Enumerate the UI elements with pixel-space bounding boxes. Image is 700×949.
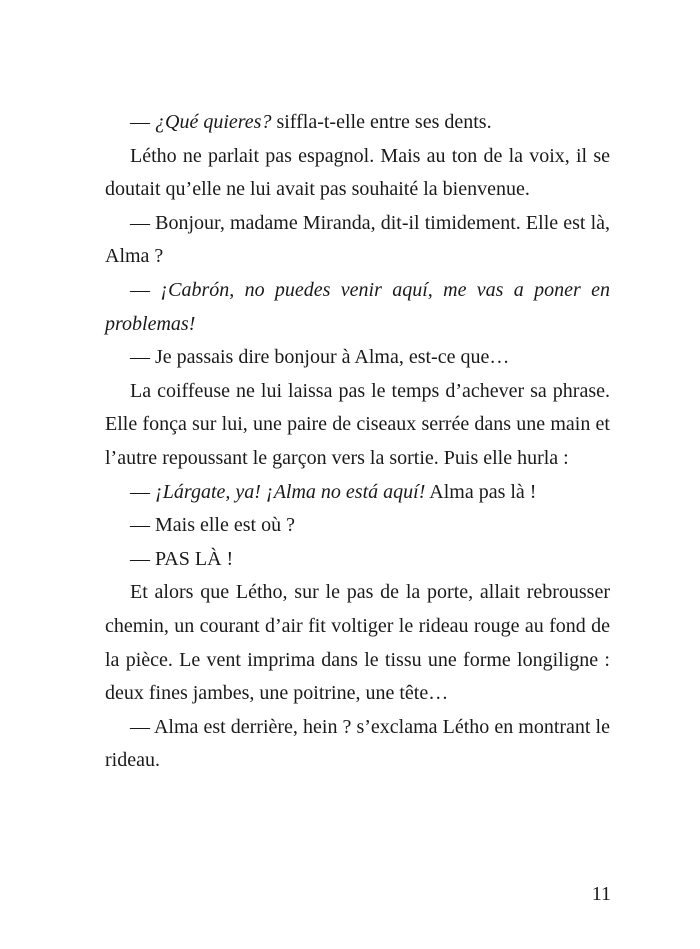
paragraph-10 xyxy=(105,576,610,710)
body-text xyxy=(105,106,610,778)
paragraph-4 xyxy=(105,274,610,341)
text-segment: siffla-t-elle entre ses dents. xyxy=(271,111,492,133)
text-segment: — xyxy=(130,480,155,503)
paragraph-1 xyxy=(105,106,610,140)
page-number: 11 xyxy=(591,883,611,905)
text-segment: — Alma est derrière, hein ? s’exclama Létho en montrant le rideau. xyxy=(105,715,610,772)
paragraph-6 xyxy=(105,375,610,476)
text-segment: — Bonjour, madame Miranda, dit-il timidement. Elle est là, Alma ? xyxy=(105,211,610,268)
text-segment: La coiffeuse ne lui laissa pas le temps d’achever sa phrase. Elle fonça sur lui, une paire de ciseaux serrée dans une main et l’autre repoussant le garçon vers la sortie. Puis elle hurla : xyxy=(105,379,610,469)
text-segment: — Mais elle est où ? xyxy=(130,514,295,537)
paragraph-8 xyxy=(105,509,610,543)
italic-segment: ¡Lárgate, ya! ¡Alma no está aquí! xyxy=(155,480,426,503)
paragraph-5 xyxy=(105,341,610,375)
text-segment: Létho ne parlait pas espagnol. Mais au ton de la voix, il se doutait qu’elle ne lui avait pas souhaité la bienvenue. xyxy=(105,144,610,201)
text-segment: — xyxy=(130,278,161,301)
paragraph-3 xyxy=(105,207,610,274)
italic-segment: ¡Cabrón, no puedes venir aquí, me vas a poner en problemas! xyxy=(105,278,610,335)
paragraph-11 xyxy=(105,711,610,778)
text-segment: — PAS LÀ ! xyxy=(130,547,234,570)
paragraph-9 xyxy=(105,543,610,577)
paragraph-7 xyxy=(105,476,610,510)
text-segment: Alma pas là ! xyxy=(425,480,537,503)
text-segment: — Je passais dire bonjour à Alma, est-ce que… xyxy=(130,346,510,369)
text-segment: — xyxy=(130,111,155,133)
italic-segment: ¿Qué quieres? xyxy=(155,111,272,133)
paragraph-2 xyxy=(105,140,610,207)
text-segment: Et alors que Létho, sur le pas de la porte, allait rebrousser chemin, un courant d’air fit voltiger le rideau rouge au fond de la pièce. Le vent imprima dans le tissu une forme longiligne : deux fines jambes, une poitrine, une tête… xyxy=(105,581,610,705)
